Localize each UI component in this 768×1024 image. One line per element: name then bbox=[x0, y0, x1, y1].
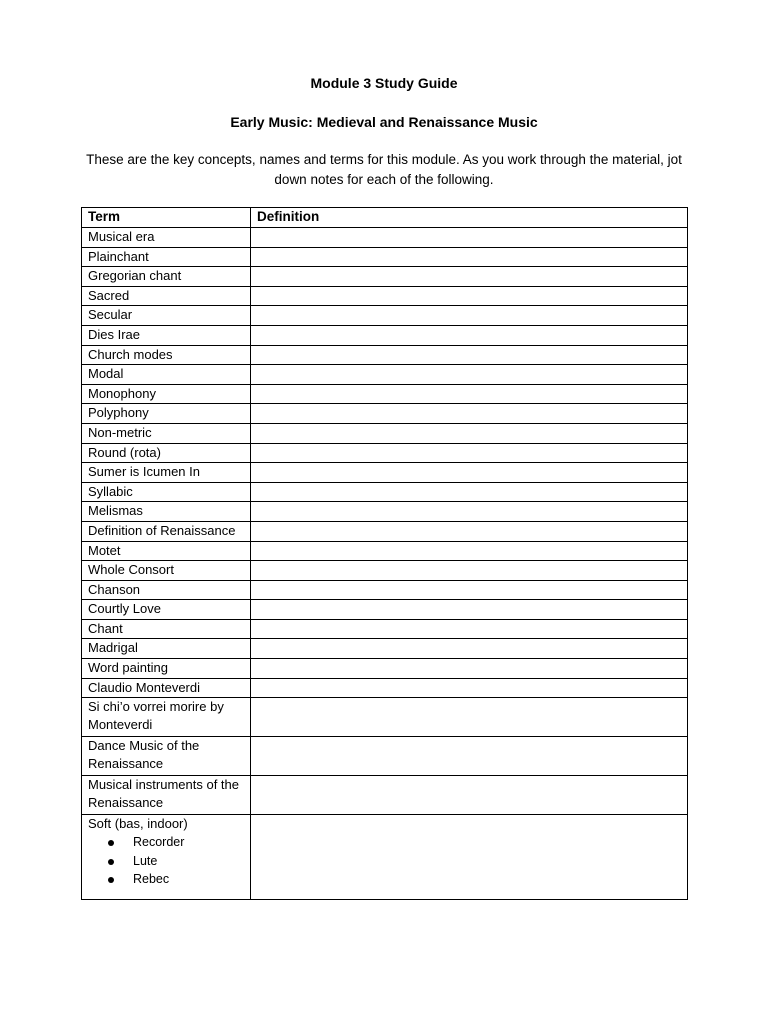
term-cell: Plainchant bbox=[82, 247, 251, 267]
table-row bbox=[82, 659, 688, 679]
bullet-icon bbox=[108, 859, 114, 865]
term-cell: Non-metric bbox=[82, 423, 251, 443]
term-cell bbox=[82, 815, 251, 900]
term-cell: Melismas bbox=[82, 502, 251, 522]
table-row bbox=[82, 267, 688, 287]
term-cell: Musical instruments of the Renaissance bbox=[82, 776, 251, 815]
instrument-list bbox=[88, 833, 244, 889]
term-cell: Dance Music of the Renaissance bbox=[82, 737, 251, 776]
term-cell: Church modes bbox=[82, 345, 251, 365]
table-row bbox=[82, 580, 688, 600]
table-row bbox=[82, 482, 688, 502]
term-cell: Motet bbox=[82, 541, 251, 561]
term-cell: Chant bbox=[82, 619, 251, 639]
definition-cell[interactable] bbox=[251, 600, 688, 620]
table-row bbox=[82, 228, 688, 248]
table-row bbox=[82, 541, 688, 561]
term-cell: Chanson bbox=[82, 580, 251, 600]
term-cell: Gregorian chant bbox=[82, 267, 251, 287]
term-cell: Monophony bbox=[82, 384, 251, 404]
definition-cell[interactable] bbox=[251, 286, 688, 306]
term-cell: Round (rota) bbox=[82, 443, 251, 463]
definition-cell[interactable] bbox=[251, 306, 688, 326]
definition-cell[interactable] bbox=[251, 325, 688, 345]
table-row bbox=[82, 698, 688, 737]
term-column-header: Term bbox=[82, 208, 251, 228]
definition-cell[interactable] bbox=[251, 502, 688, 522]
table-row bbox=[82, 384, 688, 404]
table-row bbox=[82, 521, 688, 541]
definition-cell[interactable] bbox=[251, 384, 688, 404]
table-row bbox=[82, 247, 688, 267]
definition-cell[interactable] bbox=[251, 561, 688, 581]
term-cell: Secular bbox=[82, 306, 251, 326]
term-cell: Sumer is Icumen In bbox=[82, 463, 251, 483]
definition-cell[interactable] bbox=[251, 228, 688, 248]
table-row bbox=[82, 463, 688, 483]
definition-column-header: Definition bbox=[251, 208, 688, 228]
definition-cell[interactable] bbox=[251, 521, 688, 541]
terms-table bbox=[81, 207, 688, 900]
term-cell: Modal bbox=[82, 365, 251, 385]
term-cell: Syllabic bbox=[82, 482, 251, 502]
term-cell: Madrigal bbox=[82, 639, 251, 659]
definition-cell[interactable] bbox=[251, 247, 688, 267]
table-row bbox=[82, 306, 688, 326]
table-row bbox=[82, 561, 688, 581]
table-row bbox=[82, 423, 688, 443]
definition-cell[interactable] bbox=[251, 423, 688, 443]
list-item-label: Lute bbox=[133, 853, 158, 868]
table-row bbox=[82, 678, 688, 698]
intro-paragraph: These are the key concepts, names and terms for this module. As you work through the material, jot down notes for each of the following. bbox=[86, 152, 682, 187]
term-cell: Courtly Love bbox=[82, 600, 251, 620]
table-row bbox=[82, 443, 688, 463]
table-row bbox=[82, 815, 688, 900]
term-cell: Claudio Monteverdi bbox=[82, 678, 251, 698]
term-cell: Musical era bbox=[82, 228, 251, 248]
term-label: Soft (bas, indoor) bbox=[88, 816, 188, 832]
table-row bbox=[82, 737, 688, 776]
table-row bbox=[82, 325, 688, 345]
definition-cell[interactable] bbox=[251, 698, 688, 737]
list-item bbox=[133, 852, 244, 871]
term-cell: Sacred bbox=[82, 286, 251, 306]
definition-cell[interactable] bbox=[251, 365, 688, 385]
term-cell: Si chi’o vorrei morire by Monteverdi bbox=[82, 698, 251, 737]
bullet-icon bbox=[108, 877, 114, 883]
table-row bbox=[82, 404, 688, 424]
page-title: Module 3 Study Guide bbox=[310, 75, 458, 91]
page-subtitle: Early Music: Medieval and Renaissance Music bbox=[230, 114, 538, 130]
table-header-row bbox=[82, 208, 688, 228]
table-row bbox=[82, 639, 688, 659]
table-row bbox=[82, 286, 688, 306]
term-cell: Word painting bbox=[82, 659, 251, 679]
table-row bbox=[82, 600, 688, 620]
definition-cell[interactable] bbox=[251, 580, 688, 600]
definition-cell[interactable] bbox=[251, 482, 688, 502]
table-row bbox=[82, 345, 688, 365]
table-row bbox=[82, 502, 688, 522]
list-item bbox=[133, 870, 244, 889]
term-cell: Whole Consort bbox=[82, 561, 251, 581]
table-row bbox=[82, 776, 688, 815]
definition-cell[interactable] bbox=[251, 443, 688, 463]
term-cell: Polyphony bbox=[82, 404, 251, 424]
definition-cell[interactable] bbox=[251, 619, 688, 639]
definition-cell[interactable] bbox=[251, 541, 688, 561]
definition-cell[interactable] bbox=[251, 737, 688, 776]
bullet-icon bbox=[108, 840, 114, 846]
definition-cell[interactable] bbox=[251, 267, 688, 287]
term-cell: Definition of Renaissance bbox=[82, 521, 251, 541]
definition-cell[interactable] bbox=[251, 345, 688, 365]
definition-cell[interactable] bbox=[251, 463, 688, 483]
term-cell: Dies Irae bbox=[82, 325, 251, 345]
definition-cell[interactable] bbox=[251, 639, 688, 659]
list-item-label: Recorder bbox=[133, 835, 185, 850]
definition-cell[interactable] bbox=[251, 678, 688, 698]
list-item bbox=[133, 833, 244, 852]
table-row bbox=[82, 619, 688, 639]
definition-cell[interactable] bbox=[251, 404, 688, 424]
definition-cell[interactable] bbox=[251, 776, 688, 815]
list-item-label: Rebec bbox=[133, 872, 170, 887]
definition-cell[interactable] bbox=[251, 659, 688, 679]
definition-cell[interactable] bbox=[251, 815, 688, 900]
table-row bbox=[82, 365, 688, 385]
